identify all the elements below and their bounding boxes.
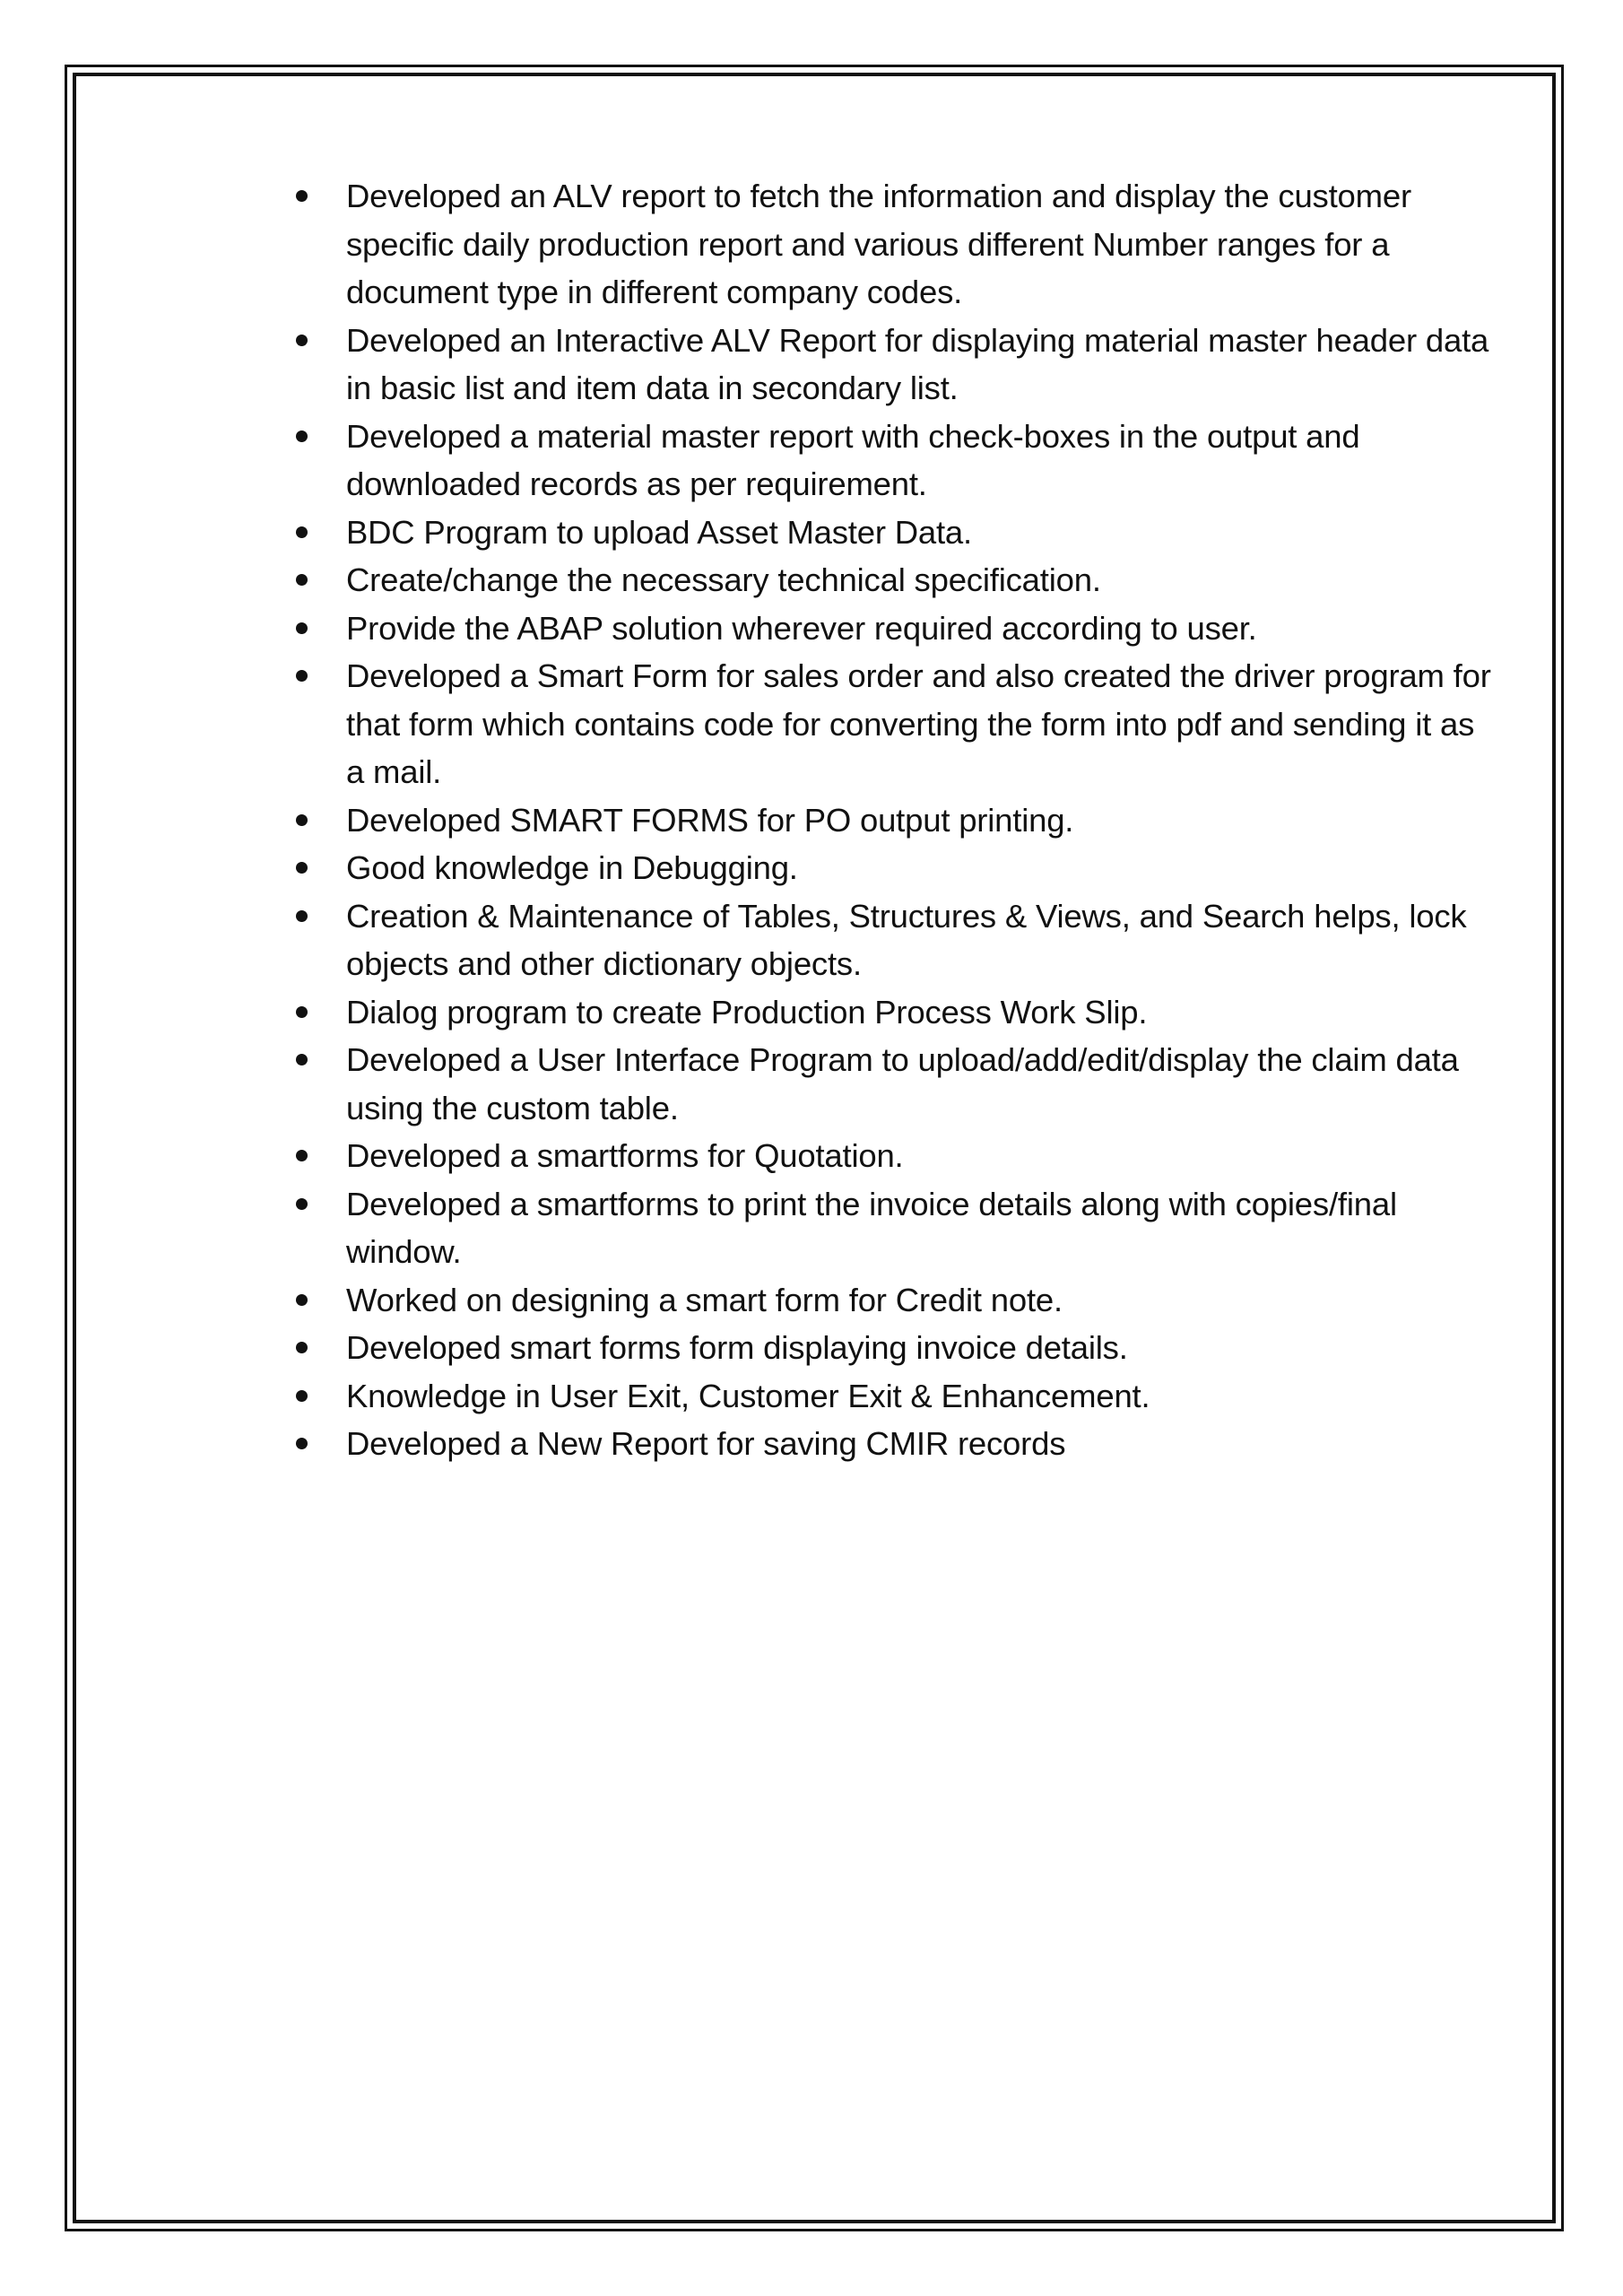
bullet-icon — [296, 862, 308, 874]
bullet-text: Worked on designing a smart form for Credit note. — [346, 1281, 1063, 1318]
bullet-item — [296, 509, 1497, 557]
bullet-text: Good knowledge in Debugging. — [346, 849, 798, 886]
bullet-icon — [296, 1390, 308, 1402]
bullet-text: Dialog program to create Production Process Work Slip. — [346, 993, 1148, 1031]
bullet-text: Developed smart forms form displaying invoice details. — [346, 1329, 1128, 1366]
bullet-text: Knowledge in User Exit, Customer Exit & Enhancement. — [346, 1377, 1150, 1414]
bullet-icon — [296, 574, 308, 586]
bullet-text: BDC Program to upload Asset Master Data. — [346, 513, 972, 551]
bullet-icon — [296, 1198, 308, 1210]
bullet-item — [296, 988, 1497, 1037]
bullet-item — [296, 1372, 1497, 1421]
bullet-text: Developed a User Interface Program to upload/add/edit/display the claim data using the custom table. — [346, 1041, 1459, 1126]
bullet-icon — [296, 190, 308, 202]
bullet-text: Developed an Interactive ALV Report for displaying material master header data in basic list and item data in secondary list. — [346, 321, 1489, 406]
bullet-text: Create/change the necessary technical specification. — [346, 561, 1101, 598]
bullet-item — [296, 1276, 1497, 1325]
bullet-item — [296, 1420, 1497, 1468]
bullet-icon — [296, 430, 308, 442]
bullet-item — [296, 1132, 1497, 1180]
bullet-icon — [296, 1438, 308, 1449]
bullet-item — [296, 844, 1497, 892]
bullet-icon — [296, 335, 308, 346]
bullet-item — [296, 413, 1497, 509]
bullet-item — [296, 172, 1497, 317]
experience-bullet-list — [296, 172, 1497, 1468]
bullet-text: Creation & Maintenance of Tables, Structures & Views, and Search helps, lock objects and other dictionary objects. — [346, 897, 1467, 982]
bullet-text: Developed a Smart Form for sales order and also created the driver program for that form which contains code for converting the form into pdf and sending it as a mail. — [346, 657, 1491, 790]
bullet-item — [296, 652, 1497, 796]
bullet-text: Developed an ALV report to fetch the information and display the customer specific daily production report and various different Number ranges for a document type in different company codes. — [346, 178, 1411, 310]
bullet-icon — [296, 910, 308, 922]
bullet-text: Developed a smartforms for Quotation. — [346, 1137, 904, 1174]
bullet-icon — [296, 1054, 308, 1065]
bullet-item — [296, 892, 1497, 988]
bullet-icon — [296, 1342, 308, 1353]
bullet-item — [296, 1324, 1497, 1372]
bullet-text: Provide the ABAP solution wherever required according to user. — [346, 609, 1257, 647]
bullet-item — [296, 556, 1497, 604]
bullet-icon — [296, 526, 308, 538]
bullet-icon — [296, 814, 308, 826]
bullet-item — [296, 317, 1497, 413]
bullet-icon — [296, 1150, 308, 1161]
bullet-text: Developed SMART FORMS for PO output printing. — [346, 801, 1074, 839]
bullet-icon — [296, 1006, 308, 1018]
bullet-item — [296, 1036, 1497, 1132]
bullet-item — [296, 604, 1497, 653]
bullet-item — [296, 1180, 1497, 1276]
bullet-icon — [296, 670, 308, 682]
bullet-icon — [296, 622, 308, 634]
bullet-text: Developed a New Report for saving CMIR records — [346, 1425, 1066, 1462]
bullet-item — [296, 796, 1497, 845]
bullet-text: Developed a smartforms to print the invoice details along with copies/final window. — [346, 1185, 1397, 1270]
bullet-icon — [296, 1294, 308, 1306]
bullet-text: Developed a material master report with check-boxes in the output and downloaded records as per requirement. — [346, 417, 1360, 502]
